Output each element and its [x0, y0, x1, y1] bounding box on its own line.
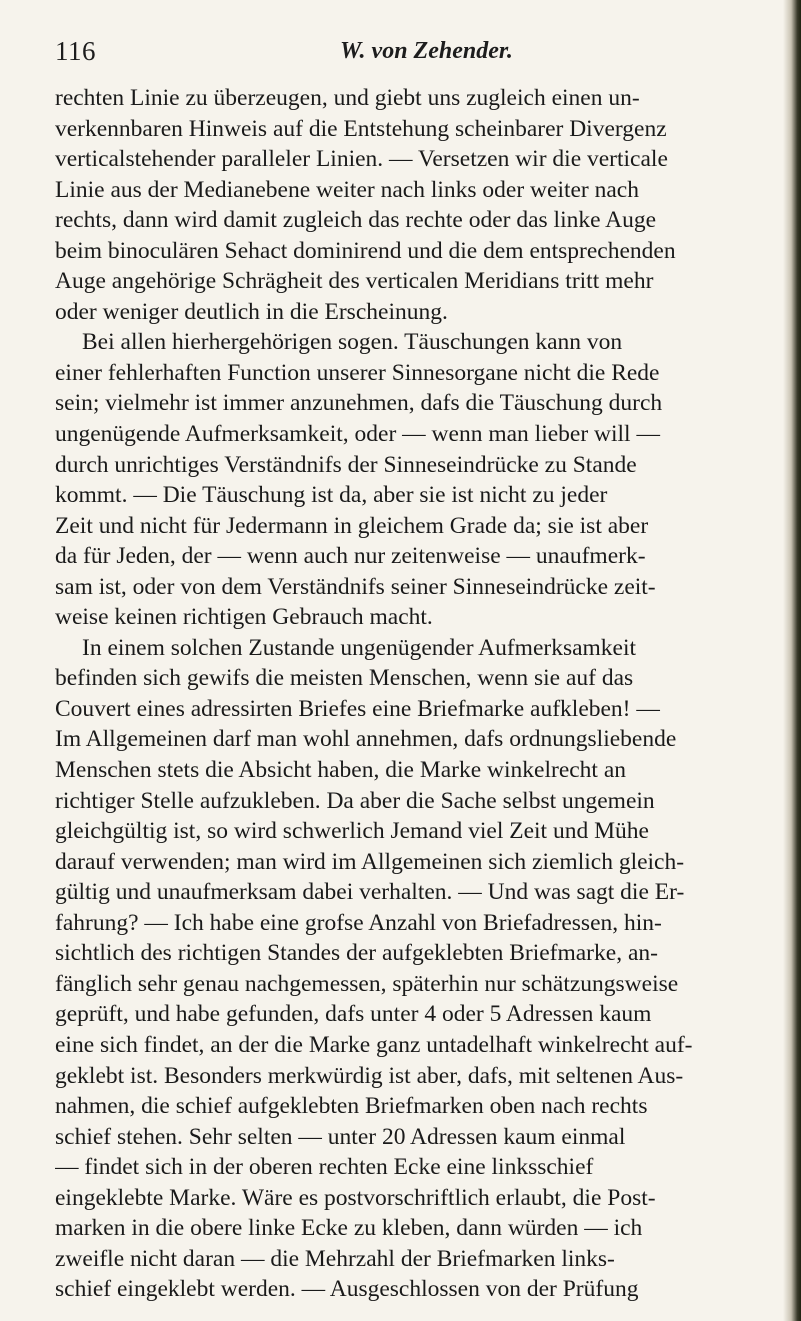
text-line: Couvert eines adressirten Briefes eine Briefmarke aufkleben! —: [55, 695, 660, 722]
text-line: verkennbaren Hinweis auf die Entstehung scheinbarer Divergenz: [55, 115, 667, 142]
text-line: sam ist, oder von dem Verständnifs seiner Sinneseindrücke zeit-: [55, 573, 656, 600]
text-line: geklebt ist. Besonders merkwürdig ist aber, dafs, mit seltenen Aus-: [55, 1062, 684, 1089]
body-text: [55, 83, 765, 1305]
text-line: richtiger Stelle aufzukleben. Da aber die Sache selbst ungemein: [55, 787, 655, 814]
text-line: durch unrichtiges Verständnifs der Sinneseindrücke zu Stande: [55, 451, 637, 478]
text-line: oder weniger deutlich in die Erscheinung.: [55, 298, 448, 325]
text-line: nahmen, die schief aufgeklebten Briefmarken oben nach rechts: [55, 1093, 648, 1120]
text-line: da für Jeden, der — wenn auch nur zeitenweise — unaufmerk-: [55, 543, 646, 570]
text-line: schief stehen. Sehr selten — unter 20 Adressen kaum einmal: [55, 1123, 626, 1150]
text-line: fahrung? — Ich habe eine grofse Anzahl von Briefadressen, hin-: [55, 909, 662, 936]
text-line: zweifle nicht daran — die Mehrzahl der Briefmarken links-: [55, 1245, 615, 1272]
text-line: beim binoculären Sehact dominirend und die dem entsprechenden: [55, 237, 676, 264]
text-line: verticalstehender paralleler Linien. — Versetzen wir die verticale: [55, 146, 668, 173]
text-line: rechten Linie zu überzeugen, und giebt uns zugleich einen un-: [55, 85, 640, 111]
text-line: darauf verwenden; man wird im Allgemeinen sich ziemlich gleich-: [55, 848, 685, 875]
text-line: Auge angehörige Schrägheit des verticalen Meridians tritt mehr: [55, 268, 654, 295]
text-line: Zeit und nicht für Jedermann in gleichem Grade da; sie ist aber: [55, 512, 649, 539]
text-line: In einem solchen Zustande ungenügender Aufmerksamkeit: [82, 634, 637, 661]
text-line: gleichgültig ist, so wird schwerlich Jemand viel Zeit und Mühe: [55, 818, 649, 845]
text-line: weise keinen richtigen Gebrauch macht.: [55, 604, 433, 631]
text-line: einer fehlerhaften Function unserer Sinnesorgane nicht die Rede: [55, 359, 660, 386]
page-number: 116: [55, 36, 96, 66]
text-line: rechts, dann wird damit zugleich das rechte oder das linke Auge: [55, 207, 657, 234]
text-line: eingeklebte Marke. Wäre es postvorschriftlich erlaubt, die Post-: [55, 1184, 656, 1211]
text-line: sein; vielmehr ist immer anzunehmen, dafs die Täuschung durch: [55, 390, 663, 417]
text-line: ungenügende Aufmerksamkeit, oder — wenn man lieber will —: [55, 421, 660, 448]
page-edge-shadow: [783, 0, 801, 1321]
text-line: Linie aus der Medianebene weiter nach links oder weiter nach: [55, 176, 639, 203]
text-line: schief eingeklebt werden. — Ausgeschlossen von der Prüfung: [55, 1276, 639, 1303]
text-line: kommt. — Die Täuschung ist da, aber sie ist nicht zu jeder: [55, 482, 608, 509]
text-line: sichtlich des richtigen Standes der aufgeklebten Briefmarke, an-: [55, 940, 658, 967]
text-line: fänglich sehr genau nachgemessen, späterhin nur schätzungsweise: [55, 970, 679, 997]
text-line: befinden sich gewifs die meisten Menschen, wenn sie auf das: [55, 665, 634, 692]
text-line: marken in die obere linke Ecke zu kleben, dann würden — ich: [55, 1215, 643, 1242]
text-line: Im Allgemeinen darf man wohl annehmen, dafs ordnungsliebende: [55, 726, 677, 753]
text-line: gültig und unaufmerksam dabei verhalten. — Und was sagt die Er-: [55, 879, 685, 906]
text-line: — findet sich in der oberen rechten Ecke eine linksschief: [55, 1154, 594, 1181]
text-line: Bei allen hierhergehörigen sogen. Täuschungen kann von: [82, 329, 623, 356]
text-line: geprüft, und habe gefunden, dafs unter 4 oder 5 Adressen kaum: [55, 1001, 652, 1028]
text-line: Menschen stets die Absicht haben, die Marke winkelrecht an: [55, 757, 627, 784]
page-header: [55, 36, 755, 76]
running-head: W. von Zehender.: [340, 38, 513, 64]
text-line: eine sich findet, an der die Marke ganz untadelhaft winkelrecht auf-: [55, 1031, 693, 1058]
